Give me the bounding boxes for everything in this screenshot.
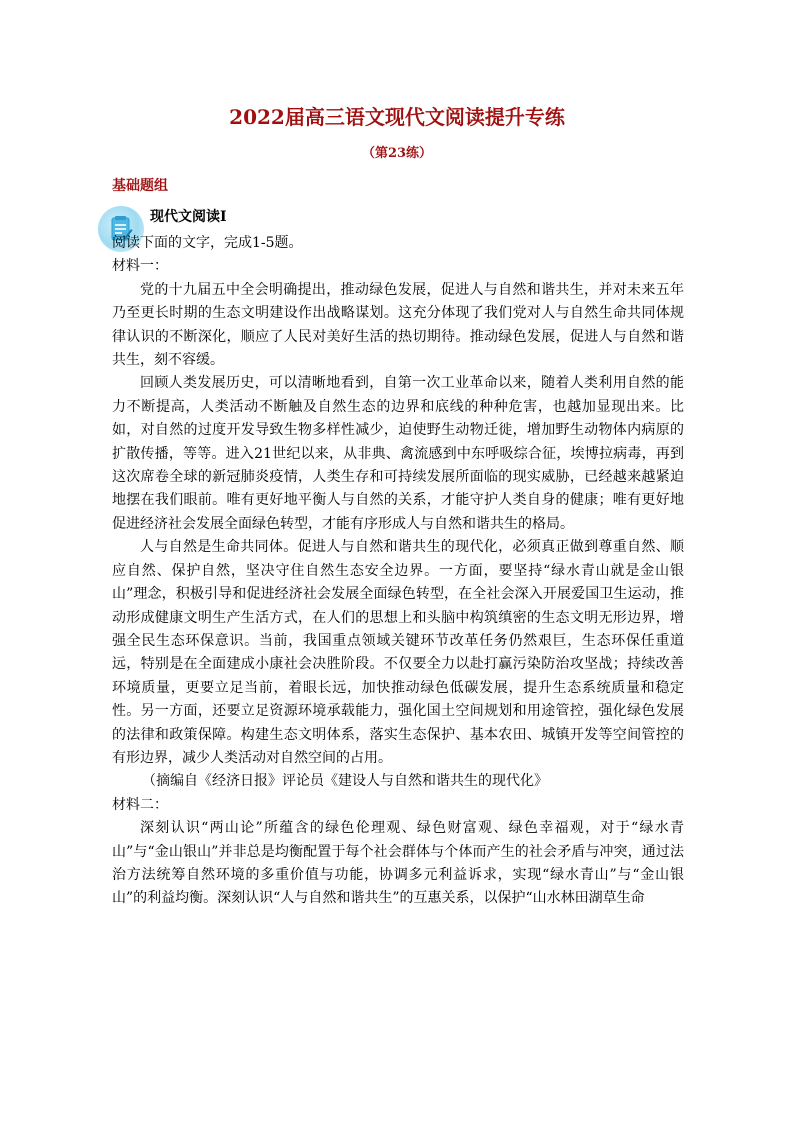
material2-paragraph-1: 深刻认识“两山论”所蕴含的绿色伦理观、绿色财富观、绿色幸福观，对于“绿水青山”与“金山银山”并非总是均衡配置于每个社会群体与个体而产生的社会矛盾与冲突，通过法治方法统筹自然环境的多重价值与功能，协调多元利益诉求，实现“绿水青山”与“金山银山”的利益均衡。深刻认识“人与自然和谐共生”的互惠关系，以保护“山水林田湖草生命 — [112, 820, 684, 907]
section-title: 现代文阅读Ⅰ — [150, 209, 227, 225]
instruction-text: 阅读下面的文字，完成1-5题。 — [112, 235, 303, 251]
group-label: 基础题组 — [112, 178, 168, 194]
passage-body — [112, 232, 684, 911]
material1-label: 材料一： — [112, 258, 168, 275]
document-title: 2022届高三语文现代文阅读提升专练 — [229, 105, 565, 129]
material1-paragraph-3: 人与自然是生命共同体。促进人与自然和谐共生的现代化，必须真正做到尊重自然、顺应自然、保护自然，坚决守住自然生态安全边界。一方面，要坚持“绿水青山就是金山银山”理念，积极引导和促进经济社会发展全面绿色转型，在全社会深入开展爱国卫生运动，推动形成健康文明生产生活方式，在人们的思想上和头脑中构筑缜密的生态文明无形边界，增强全民生态环保意识。当前，我国重点领域关键环节改革任务仍然艰巨，生态环保任重道远，特别是在全面建成小康社会决胜阶段。不仅要全力以赴打赢污染防治攻坚战；持续改善环境质量，更要立足当前，着眼长远，加快推动绿色低碳发展，提升生态系统质量和稳定性。另一方面，还要立足资源环境承载能力，强化国土空间规划和用途管控，强化绿色发展的法律和政策保障。构建生态文明体系，落实生态保护、基本农田、城镇开发等空间管控的有形边界，减少人类活动对自然空间的占用。 — [112, 539, 684, 766]
material1-paragraph-2: 回顾人类发展历史，可以清晰地看到，自第一次工业革命以来，随着人类利用自然的能力不断提高，人类活动不断触及自然生态的边界和底线的种种危害，也越加显现出来。比如，对自然的过度开发导致生物多样性减少，迫使野生动物迁徙，增加野生动物体内病原的扩散传播，等等。进入21世纪以来，从非典、禽流感到中东呼吸综合征，埃博拉病毒，再到这次席卷全球的新冠肺炎疫情，人类生存和可持续发展所面临的现实威胁，已经越来越紧迫地摆在我们眼前。唯有更好地平衡人与自然的关系，才能守护人类自身的健康；唯有更好地促进经济社会发展全面绿色转型，才能有序形成人与自然和谐共生的格局。 — [112, 375, 684, 532]
document-subtitle: （第23练） — [361, 146, 433, 161]
material1-attribution: （摘编自《经济日报》评论员《建设人与自然和谐共生的现代化》 — [142, 773, 548, 790]
material1-paragraph-1: 党的十九届五中全会明确提出，推动绿色发展，促进人与自然和谐共生，并对未来五年乃至更长时期的生态文明建设作出战略谋划。这充分体现了我们党对人与自然生命共同体规律认识的不断深化，顺应了人民对美好生活的热切期待。推动绿色发展，促进人与自然和谐共生，刻不容缓。 — [112, 281, 684, 369]
material2-label: 材料二： — [112, 796, 168, 813]
